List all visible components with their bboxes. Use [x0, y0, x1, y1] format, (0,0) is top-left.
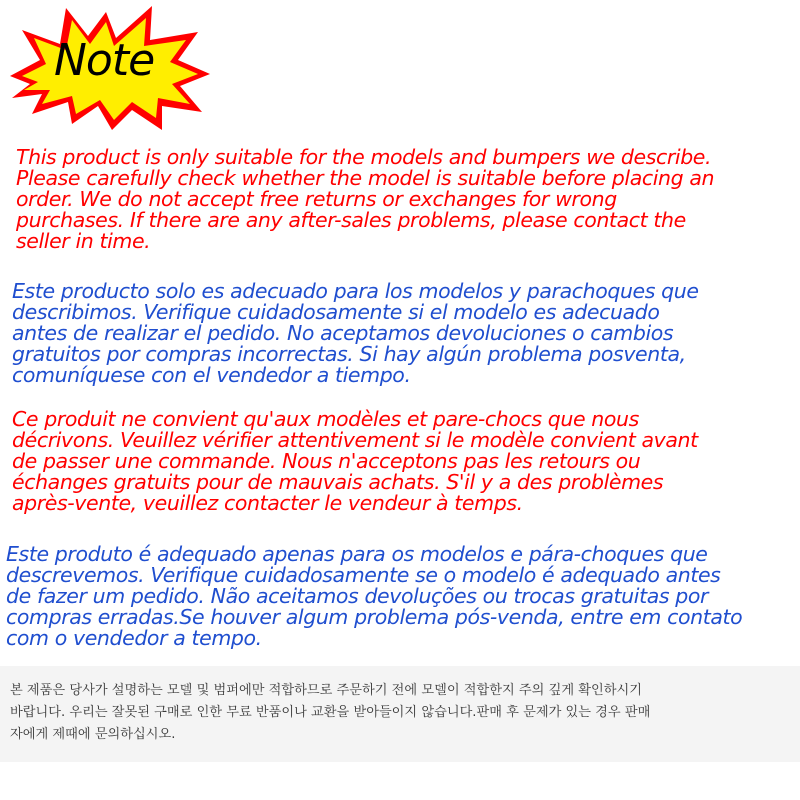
note-title: Note — [54, 35, 155, 86]
korean-notice-panel — [0, 666, 800, 762]
notice-portuguese: Este produto é adequado apenas para os modelos e pára-choques que descrevemos. Verifique cuidadosamente se o modelo é adequado antes de fazer um pedido. Não aceitamos devoluções ou trocas gratuitas por compras erradas.Se houver algum problema pós-venda, entre em contato com o vendedor a tempo. — [6, 542, 743, 650]
note-badge — [2, 2, 212, 132]
notice-french: Ce produit ne convient qu'aux modèles et pare-chocs que nous décrivons. Veuillez vérifier attentivement si le modèle convient avant de passer une commande. Nous n'acceptons pas les retours ou échanges gratuits pour de mauvais achats. S'il y a des problèmes après-vente, veuillez contacter le vendeur à temps. — [12, 407, 698, 515]
notice-english: This product is only suitable for the models and bumpers we describe. Please carefully check whether the model is suitable before placing an order. We do not accept free returns or exchanges for wrong purchases. If there are any after-sales problems, please contact the seller in time. — [16, 145, 715, 253]
notice-korean: 본 제품은 당사가 설명하는 모델 및 범퍼에만 적합하므로 주문하기 전에 모델이 적합한지 주의 깊게 확인하시기 바랍니다. 우리는 잘못된 구매로 인한 무료 반품이나 교환을 받아들이지 않습니다.판매 후 문제가 있는 경우 판매 자에게 제때에 문의하십시오. — [10, 683, 651, 742]
notice-spanish: Este producto solo es adecuado para los modelos y parachoques que describimos. Verifique cuidadosamente si el modelo es adecuado antes de realizar el pedido. No aceptamos devoluciones o cambios gratuitos por compras incorrectas. Si hay algún problema posventa, comuníquese con el vendedor a tiempo. — [12, 279, 699, 387]
